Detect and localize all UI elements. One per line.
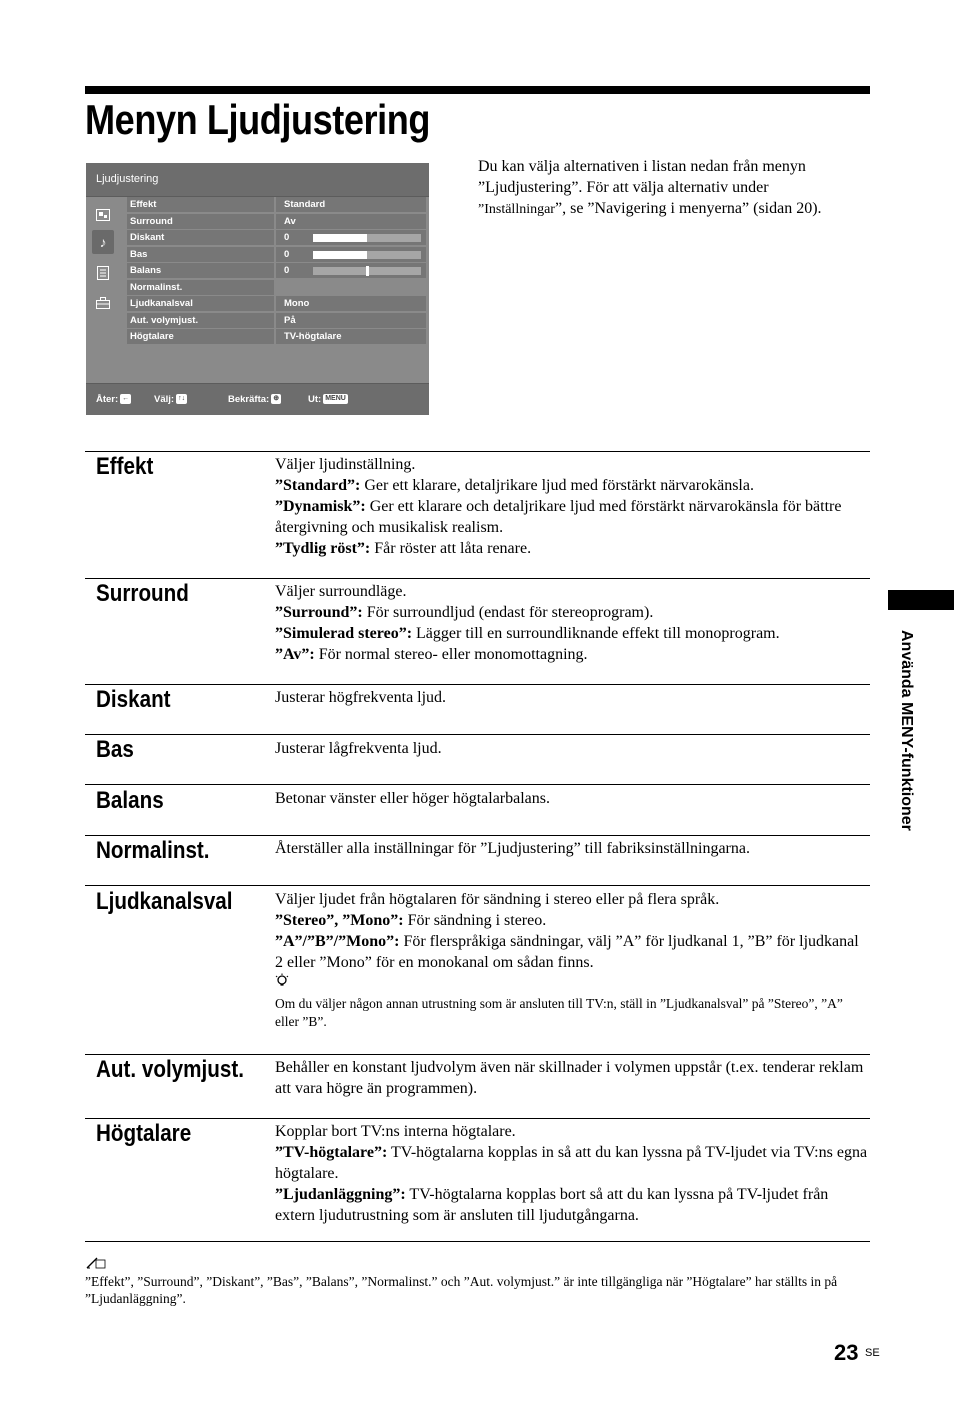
desc-surround — [275, 581, 870, 665]
option-desc: TV-högtalarna kopplas bort så att du kan lyssna på TV-ljudet från extern ljudutrustning som är ansluten till ljudutgångarna. — [275, 1186, 829, 1224]
side-section-text: Använda MENY-funktioner — [898, 630, 915, 831]
hint-text: Om du väljer någon annan utrustning som är ansluten till TV:n, ställ in ”Ljudkanalsval” på ”Stereo”, ”A” eller ”B”. — [275, 996, 843, 1029]
divider — [85, 684, 870, 685]
option-name: ”A”/”B”/”Mono”: — [275, 933, 400, 950]
up-down-arrow-icon: ↑↓ — [178, 395, 186, 403]
menu-row-value — [276, 280, 426, 295]
term-bas: Bas — [96, 736, 134, 763]
footer-exit-label: Ut: — [308, 394, 322, 405]
intro-line-2: ”Ljudjustering”. För att välja alternativ under — [478, 179, 769, 196]
list-icon — [92, 261, 114, 285]
desc-balans: Betonar vänster eller höger högtalarbalans. — [275, 790, 550, 807]
menu-row-label: Surround — [127, 214, 274, 229]
menu-row-bas[interactable] — [127, 247, 426, 263]
balance-marker — [366, 266, 369, 276]
page-title: Menyn Ljudjustering — [85, 96, 431, 143]
balance-bar — [313, 267, 421, 275]
option-desc: Lägger till en surroundliknande effekt till monoprogram. — [412, 625, 780, 642]
menu-row-value: På — [276, 313, 426, 328]
term-hogtalare: Högtalare — [96, 1120, 192, 1147]
note-pencil-icon — [86, 1256, 106, 1270]
desc-line: Kopplar bort TV:ns interna högtalare. — [275, 1123, 516, 1140]
option-name: ”Tydlig röst”: — [275, 540, 371, 557]
level-bar — [313, 234, 421, 242]
picture-icon — [92, 203, 114, 227]
desc-line: Väljer ljudinställning. — [275, 456, 416, 473]
option-desc: För surroundljud (endast för stereoprogram). — [362, 604, 654, 621]
menu-row-value-cell — [276, 230, 426, 245]
term-diskant: Diskant — [96, 686, 171, 713]
footer-select — [154, 394, 187, 405]
desc-line: Väljer ljudet från högtalaren för sändning i stereo eller på flera språk. — [275, 891, 720, 908]
music-note-icon: ♪ — [92, 230, 114, 254]
menu-key-icon: MENU — [325, 395, 346, 403]
divider — [85, 1054, 870, 1055]
menu-row-hogtalare[interactable] — [127, 329, 426, 345]
toolbox-icon — [92, 291, 114, 315]
option-name: ”Surround”: — [275, 604, 363, 621]
hint-lightbulb-icon — [275, 973, 289, 989]
term-balans: Balans — [96, 787, 164, 814]
side-section-label — [893, 630, 923, 870]
menu-row-label: Balans — [127, 263, 274, 278]
desc-normalinst: Återställer alla inställningar för ”Ljudjustering” till fabriksinställningarna. — [275, 840, 750, 857]
option-name: ”Ljudanläggning”: — [275, 1186, 406, 1203]
term-normalinst: Normalinst. — [96, 837, 210, 864]
menu-row-value-cell — [276, 247, 426, 262]
option-name: ”Simulerad stereo”: — [275, 625, 413, 642]
title-rule — [85, 86, 870, 94]
footnote: ”Effekt”, ”Surround”, ”Diskant”, ”Bas”, ”Balans”, ”Normalinst.” och ”Aut. volymjust.” är inte tillgängliga när ”Högtalare” har ställts in på ”Ljudanläggning”. — [85, 1274, 838, 1306]
menu-row-diskant[interactable] — [127, 230, 426, 246]
footer-confirm-label: Bekräfta: — [228, 394, 270, 405]
option-desc: För flerspråkiga sändningar, välj ”A” för ljudkanal 1, ”B” för ljudkanal 2 eller ”Mono” för en monokanal om sådan finns. — [275, 933, 859, 971]
back-arrow-icon: ← — [122, 395, 130, 403]
menu-row-value: Av — [276, 214, 426, 229]
divider — [85, 885, 870, 886]
divider — [85, 578, 870, 579]
divider — [85, 784, 870, 785]
footer-confirm — [228, 394, 281, 405]
intro-settings-ref: ”Inställningar — [478, 202, 555, 217]
menu-row-value: Mono — [276, 296, 426, 311]
intro-line-1: Du kan välja alternativen i listan nedan från menyn — [478, 158, 806, 175]
page-language: SE — [865, 1347, 880, 1359]
term-ljudkanalsval: Ljudkanalsval — [96, 888, 233, 915]
menu-row-value: 0 — [284, 249, 290, 260]
footer-back-label: Åter: — [96, 394, 119, 405]
option-name: ”Dynamisk”: — [275, 498, 366, 515]
page-number: 23 — [834, 1340, 859, 1365]
side-tab-marker — [888, 590, 954, 610]
option-name: ”Stereo”, ”Mono”: — [275, 912, 404, 929]
level-bar — [313, 251, 421, 259]
divider — [85, 734, 870, 735]
option-desc: Får röster att låta renare. — [370, 540, 532, 557]
menu-row-value: 0 — [284, 232, 290, 243]
footer-back — [96, 394, 131, 405]
intro-text — [478, 156, 878, 220]
menu-row-ljudkanalsval[interactable] — [127, 296, 426, 312]
menu-row-label: Normalinst. — [127, 280, 274, 295]
menu-row-normalinst[interactable] — [127, 280, 426, 296]
divider — [85, 835, 870, 836]
menu-row-value: TV-högtalare — [276, 329, 426, 344]
option-name: ”Standard”: — [275, 477, 361, 494]
desc-line: Väljer surroundläge. — [275, 583, 407, 600]
menu-row-label: Aut. volymjust. — [127, 313, 274, 328]
menu-row-label: Ljudkanalsval — [127, 296, 274, 311]
divider — [85, 451, 870, 452]
menu-row-value-cell — [276, 263, 426, 278]
option-desc: För sändning i stereo. — [403, 912, 547, 929]
term-effekt: Effekt — [96, 453, 154, 480]
option-name: ”Av”: — [275, 646, 315, 663]
menu-row-label: Bas — [127, 247, 274, 262]
menu-title: Ljudjustering — [96, 173, 159, 185]
menu-row-label: Högtalare — [127, 329, 274, 344]
term-aut-volymjust: Aut. volymjust. — [96, 1056, 244, 1083]
menu-row-effekt[interactable] — [127, 197, 426, 213]
menu-row-balans[interactable] — [127, 263, 426, 279]
divider — [85, 1118, 870, 1119]
sound-menu-screenshot — [86, 163, 429, 414]
footer-select-label: Välj: — [154, 394, 175, 405]
menu-row-surround[interactable] — [127, 214, 426, 230]
menu-row-label: Effekt — [127, 197, 274, 212]
desc-aut-volymjust: Behåller en konstant ljudvolym även när skillnader i volymen uppstår (t.ex. tenderar reklam att vara högre än programmen). — [275, 1059, 864, 1097]
menu-row-value: 0 — [284, 265, 290, 276]
option-name: ”TV-högtalare”: — [275, 1144, 388, 1161]
level-fill — [313, 251, 367, 259]
menu-row-value: Standard — [276, 197, 426, 212]
option-desc: TV-högtalarna kopplas in så att du kan lyssna på TV-ljudet via TV:ns egna högtalare. — [275, 1144, 868, 1182]
footer-exit — [308, 394, 348, 405]
divider — [85, 1241, 870, 1242]
menu-footer — [86, 383, 429, 415]
level-fill — [313, 234, 367, 242]
desc-bas: Justerar lågfrekventa ljud. — [275, 740, 442, 757]
menu-title-bar — [86, 163, 429, 197]
option-desc: För normal stereo- eller monomottagning. — [314, 646, 588, 663]
menu-row-autvol[interactable] — [127, 313, 426, 329]
intro-line-3: ”, se ”Navigering i menyerna” (sidan 20). — [554, 200, 822, 217]
menu-row-label: Diskant — [127, 230, 274, 245]
desc-hogtalare — [275, 1121, 870, 1226]
desc-effekt — [275, 454, 870, 559]
desc-ljudkanalsval — [275, 889, 870, 1031]
option-desc: Ger ett klarare, detaljrikare ljud med förstärkt närvarokänsla. — [360, 477, 754, 494]
option-desc: Ger ett klarare och detaljrikare ljud med förstärkt närvarokänsla för bättre återgivning och musikalisk realism. — [275, 498, 842, 536]
desc-diskant: Justerar högfrekventa ljud. — [275, 689, 447, 706]
term-surround: Surround — [96, 580, 189, 607]
confirm-button-icon: ⊕ — [273, 395, 280, 403]
